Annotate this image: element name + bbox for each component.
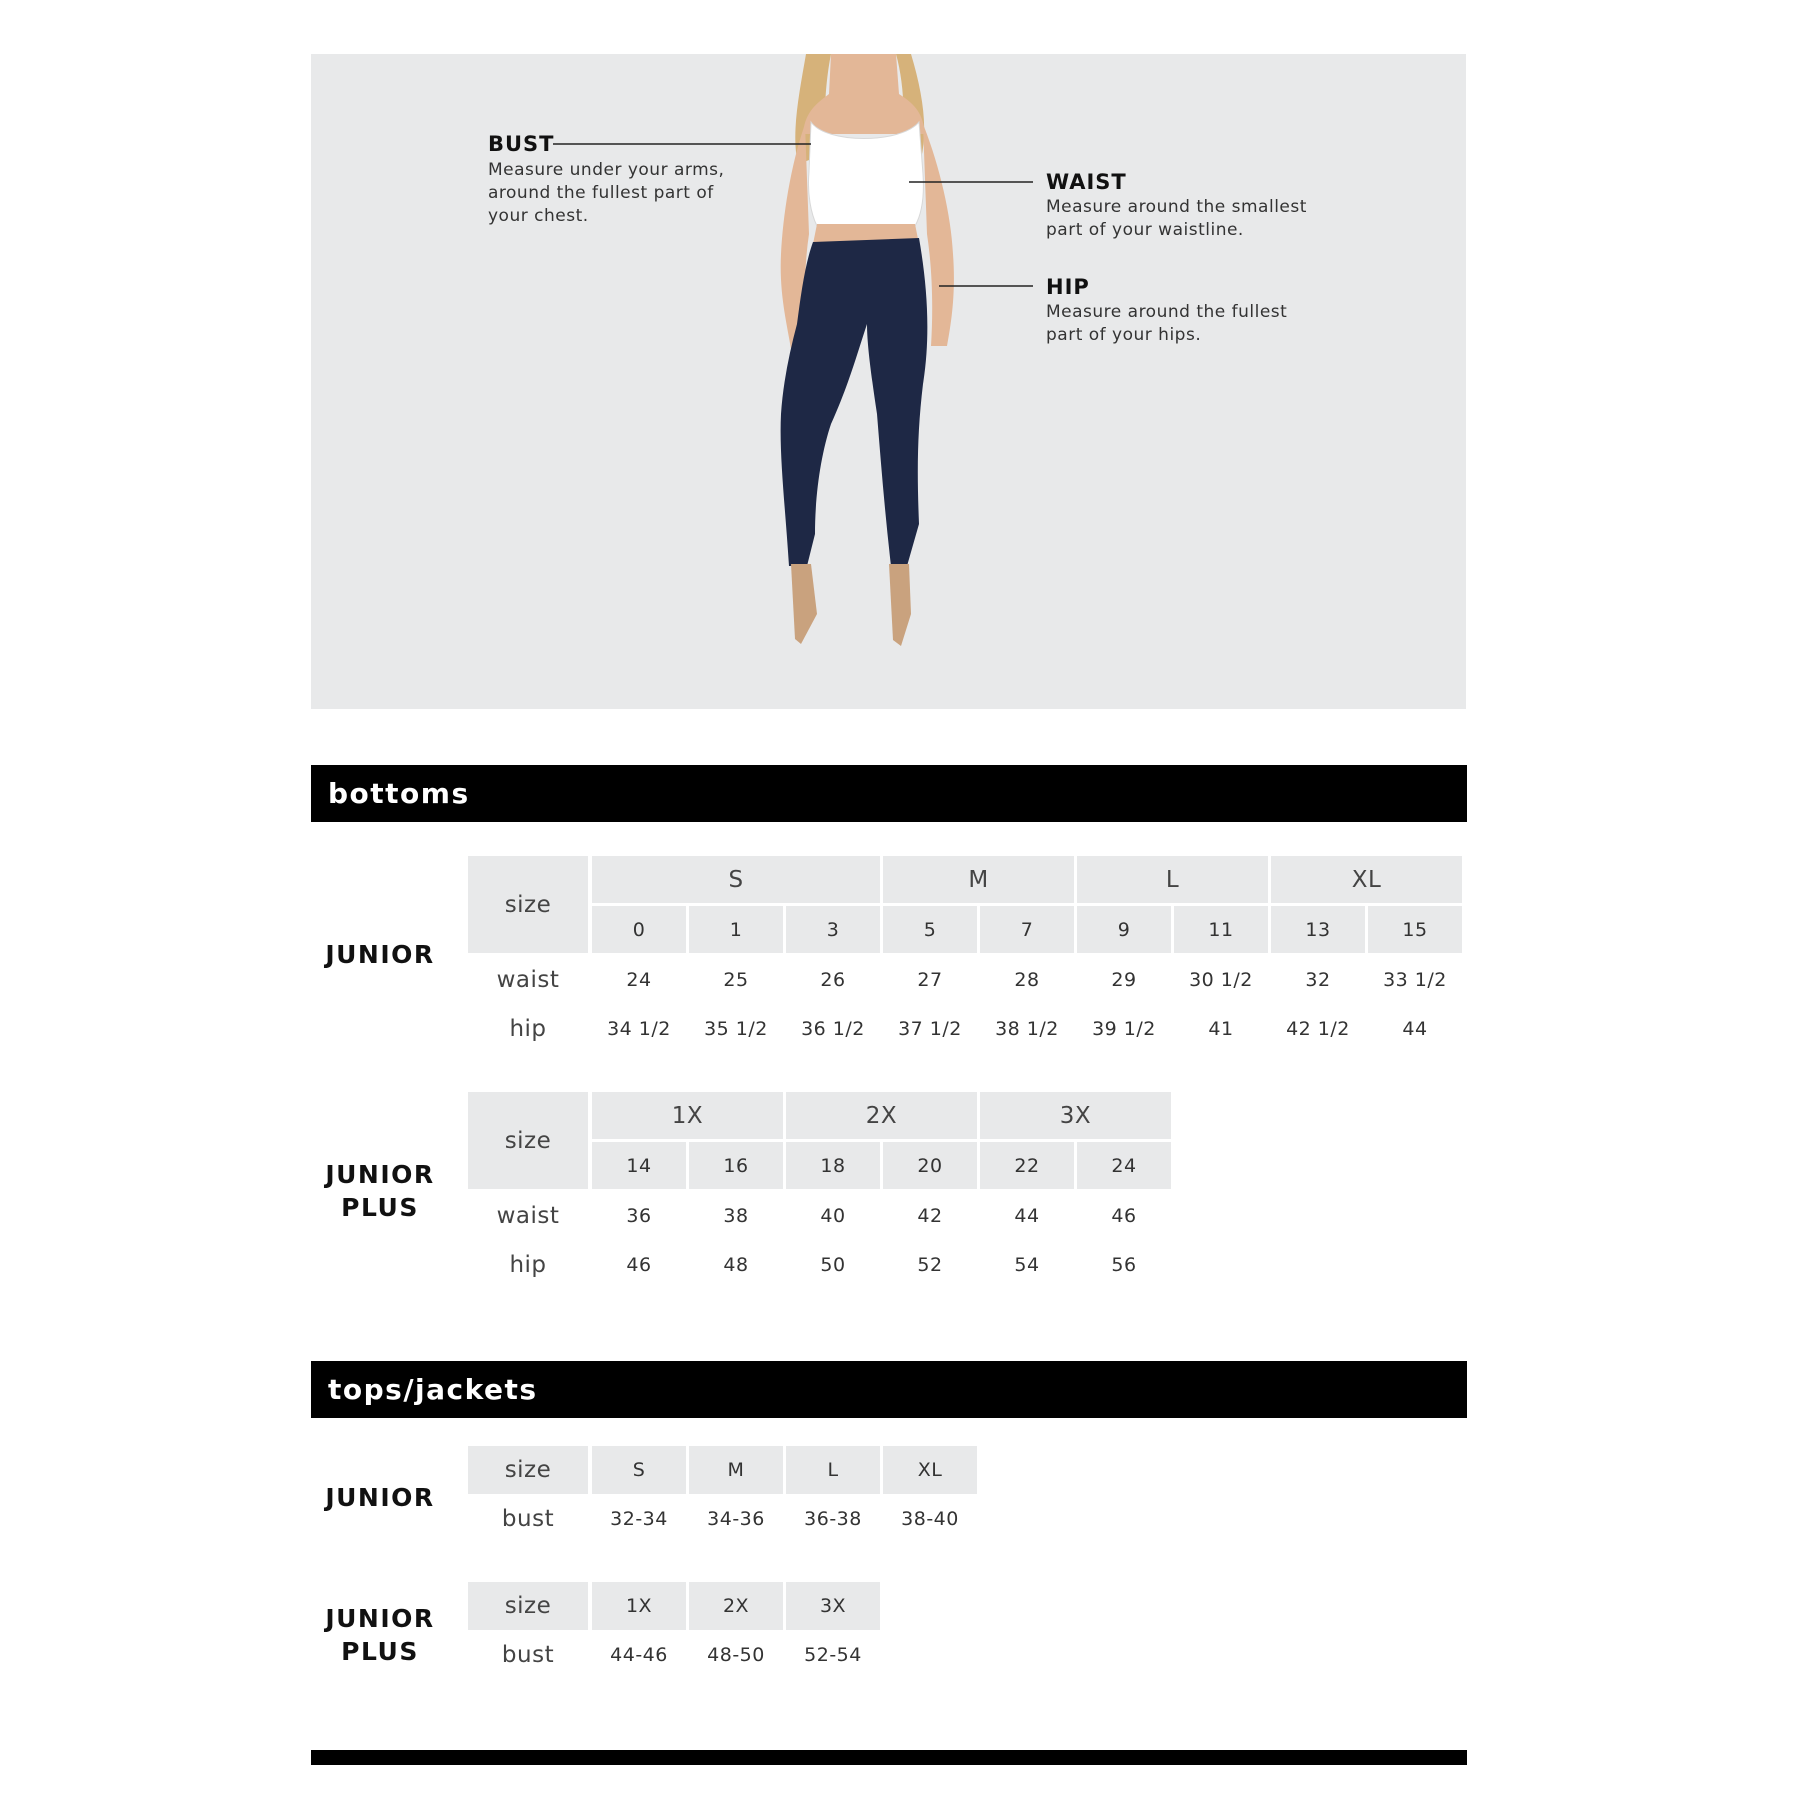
size-2X: 2X xyxy=(689,1582,783,1630)
size-5: 5 xyxy=(883,906,977,953)
waist-value: 32 xyxy=(1305,968,1331,991)
waist-label: waist xyxy=(496,966,560,993)
size-label: size xyxy=(468,856,588,953)
hip-value: 37 1/2 xyxy=(898,1017,962,1040)
waist-value: 42 xyxy=(917,1204,943,1227)
size-0: 0 xyxy=(592,906,686,953)
size-3: 3 xyxy=(786,906,880,953)
hip-value: 48 xyxy=(723,1253,749,1276)
hip-value: 41 xyxy=(1208,1017,1234,1040)
size-13: 13 xyxy=(1271,906,1365,953)
waist-label: waist xyxy=(496,1202,560,1229)
waist-value: 25 xyxy=(723,968,749,991)
waist-value: 36 xyxy=(626,1204,652,1227)
size-1: 1 xyxy=(689,906,783,953)
hip-value: 35 1/2 xyxy=(704,1017,768,1040)
size-group-3x: 3X xyxy=(980,1092,1171,1139)
hip-label: hip xyxy=(509,1251,547,1278)
size-20: 20 xyxy=(883,1142,977,1189)
hip-value: 44 xyxy=(1402,1017,1428,1040)
hip-title: HIP xyxy=(1046,275,1090,299)
bust-value: 48-50 xyxy=(707,1644,765,1666)
size-group-m: M xyxy=(883,856,1074,903)
hip-value: 39 1/2 xyxy=(1092,1017,1156,1040)
bust-label: bust xyxy=(501,1506,555,1532)
waist-value: 29 xyxy=(1111,968,1137,991)
bust-description: Measure under your arms, around the fullest part of your chest. xyxy=(488,160,725,226)
hip-value: 36 1/2 xyxy=(801,1017,865,1040)
waist-title: WAIST xyxy=(1046,170,1127,194)
tops-junior-plus-label: JUNIOR PLUS xyxy=(325,1604,435,1666)
waist-value: 33 1/2 xyxy=(1383,968,1447,991)
size-group-l: L xyxy=(1077,856,1268,903)
bust-value: 32-34 xyxy=(610,1508,668,1530)
waist-value: 38 xyxy=(723,1204,749,1227)
size-14: 14 xyxy=(592,1142,686,1189)
bottoms-junior-label: JUNIOR xyxy=(325,940,435,969)
size-16: 16 xyxy=(689,1142,783,1189)
hip-value: 54 xyxy=(1014,1253,1040,1276)
next-section-header xyxy=(311,1750,1467,1765)
hip-description: Measure around the fullest part of your hips. xyxy=(1046,302,1288,345)
size-24: 24 xyxy=(1077,1142,1171,1189)
hip-value: 46 xyxy=(626,1253,652,1276)
waist-value: 44 xyxy=(1014,1204,1040,1227)
hip-value: 34 1/2 xyxy=(607,1017,671,1040)
hip-label: hip xyxy=(509,1015,547,1042)
size-XL: XL xyxy=(883,1446,977,1494)
model-figure-illustration xyxy=(311,54,1466,709)
hip-value: 50 xyxy=(820,1253,846,1276)
bottoms-junior-plus-label: JUNIOR PLUS xyxy=(325,1160,435,1222)
hip-value: 38 1/2 xyxy=(995,1017,1059,1040)
waist-value: 26 xyxy=(820,968,846,991)
bust-value: 34-36 xyxy=(707,1508,765,1530)
size-11: 11 xyxy=(1174,906,1268,953)
waist-value: 27 xyxy=(917,968,943,991)
waist-value: 30 1/2 xyxy=(1189,968,1253,991)
hip-value: 56 xyxy=(1111,1253,1137,1276)
size-1X: 1X xyxy=(592,1582,686,1630)
size-L: L xyxy=(786,1446,880,1494)
hip-value: 42 1/2 xyxy=(1286,1017,1350,1040)
bust-value: 36-38 xyxy=(804,1508,862,1530)
bottoms-section-header: bottoms xyxy=(311,765,1467,822)
waist-value: 24 xyxy=(626,968,652,991)
size-label: size xyxy=(468,1582,588,1630)
tops-junior-label: JUNIOR xyxy=(325,1483,435,1512)
size-18: 18 xyxy=(786,1142,880,1189)
size-3X: 3X xyxy=(786,1582,880,1630)
size-22: 22 xyxy=(980,1142,1074,1189)
waist-value: 28 xyxy=(1014,968,1040,991)
bust-title: BUST xyxy=(488,132,555,156)
size-M: M xyxy=(689,1446,783,1494)
size-S: S xyxy=(592,1446,686,1494)
waist-description: Measure around the smallest part of your waistline. xyxy=(1046,197,1307,240)
size-group-2x: 2X xyxy=(786,1092,977,1139)
size-9: 9 xyxy=(1077,906,1171,953)
bust-value: 44-46 xyxy=(610,1644,668,1666)
bust-label: bust xyxy=(501,1642,555,1668)
bust-value: 52-54 xyxy=(804,1644,862,1666)
tops-section-header: tops/jackets xyxy=(311,1361,1467,1418)
measurement-guide xyxy=(311,54,1466,709)
size-group-1x: 1X xyxy=(592,1092,783,1139)
size-group-s: S xyxy=(592,856,880,903)
waist-value: 46 xyxy=(1111,1204,1137,1227)
size-group-xl: XL xyxy=(1271,856,1462,903)
bust-value: 38-40 xyxy=(901,1508,959,1530)
size-label: size xyxy=(468,1092,588,1189)
hip-value: 52 xyxy=(917,1253,943,1276)
waist-value: 40 xyxy=(820,1204,846,1227)
size-label: size xyxy=(468,1446,588,1494)
size-7: 7 xyxy=(980,906,1074,953)
size-15: 15 xyxy=(1368,906,1462,953)
